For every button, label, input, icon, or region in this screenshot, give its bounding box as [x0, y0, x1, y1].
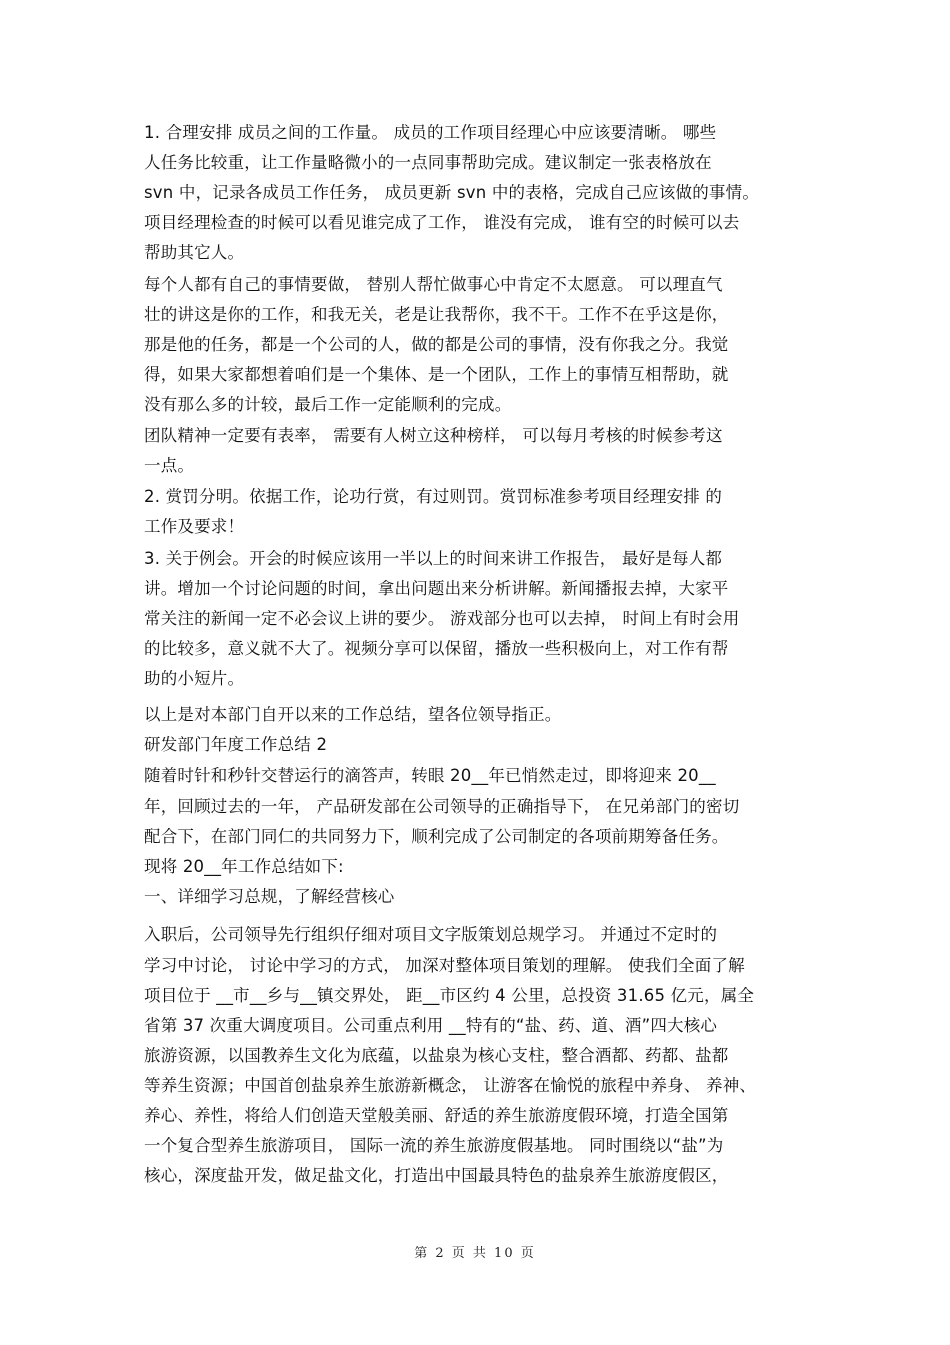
- text-line: 帮助其它人。: [144, 243, 245, 262]
- text-line: 没有那么多的计较，最后工作一定能顺利的完成。: [144, 395, 512, 414]
- text-line: 工作及要求！: [144, 517, 245, 536]
- page-footer: 第 2 页 共 10 页: [414, 1246, 536, 1261]
- text-line: 项目位于 __市__乡与__镇交界处， 距__市区约 4 公里，总投资 31.65 亿元，属全: [144, 986, 755, 1005]
- text-line: svn 中，记录各成员工作任务， 成员更新 svn 中的表格，完成自己应该做的事情。: [144, 183, 760, 202]
- text-line: 团队精神一定要有表率， 需要有人树立这种榜样， 可以每月考核的时候参考这: [144, 426, 723, 445]
- text-line: 入职后，公司领导先行组织仔细对项目文字版策划总规学习。 并通过不定时的: [144, 925, 718, 944]
- text-line: 项目经理检查的时候可以看见谁完成了工作， 谁没有完成， 谁有空的时候可以去: [144, 213, 740, 232]
- text-line: 壮的讲这是你的工作，和我无关，老是让我帮你，我不干。工作不在乎这是你，: [144, 305, 729, 324]
- text-line: 以上是对本部门自开以来的工作总结，望各位领导指正。: [144, 705, 562, 724]
- text-line: 助的小短片。: [144, 669, 245, 688]
- text-line: 得，如果大家都想着咱们是一个集体、是一个团队，工作上的事情互相帮助，就: [144, 365, 729, 384]
- text-line: 省第 37 次重大调度项目。公司重点利用 __特有的“盐、药、道、酒”四大核心: [144, 1016, 718, 1035]
- text-line: 常关注的新闻一定不必会议上讲的要少。 游戏部分也可以去掉， 时间上有时会用: [144, 609, 740, 628]
- text-line: 养心、养性，将给人们创造天堂般美丽、舒适的养生旅游度假环境，打造全国第: [144, 1106, 729, 1125]
- text-line: 等养生资源；中国首创盐泉养生旅游新概念， 让游客在愉悦的旅程中养身、 养神、: [144, 1076, 757, 1095]
- text-line: 那是他的任务，都是一个公司的人，做的都是公司的事情，没有你我之分。我觉: [144, 335, 729, 354]
- text-line: 随着时针和秒针交替运行的滴答声，转眼 20__年已悄然走过，即将迎来 20__: [144, 766, 716, 785]
- text-line: 讲。增加一个讨论问题的时间，拿出问题出来分析讲解。新闻播报去掉，大家平: [144, 579, 729, 598]
- text-line: 一、详细学习总规，了解经营核心: [144, 887, 395, 906]
- text-line: 现将 20__年工作总结如下:: [144, 857, 344, 876]
- text-line: 一个复合型养生旅游项目， 国际一流的养生旅游度假基地。 同时围绕以“盐”为: [144, 1136, 724, 1155]
- text-line: 1. 合理安排 成员之间的工作量。 成员的工作项目经理心中应该要清晰。 哪些: [144, 123, 717, 142]
- text-line: 人任务比较重，让工作量略微小的一点同事帮助完成。建议制定一张表格放在: [144, 153, 712, 172]
- text-line: 的比较多，意义就不大了。视频分享可以保留，播放一些积极向上，对工作有帮: [144, 639, 729, 658]
- text-line: 每个人都有自己的事情要做， 替别人帮忙做事心中肯定不太愿意。 可以理直气: [144, 275, 723, 294]
- text-line: 配合下，在部门同仁的共同努力下，顺利完成了公司制定的各项前期筹备任务。: [144, 827, 729, 846]
- text-line: 学习中讨论， 讨论中学习的方式， 加深对整体项目策划的理解。 使我们全面了解: [144, 956, 745, 975]
- text-line: 2. 赏罚分明。依据工作，论功行赏，有过则罚。赏罚标准参考项目经理安排 的: [144, 487, 723, 506]
- text-line: 核心，深度盐开发，做足盐文化，打造出中国最具特色的盐泉养生旅游度假区，: [144, 1166, 729, 1185]
- text-line: 一点。: [144, 456, 195, 475]
- text-line: 年，回顾过去的一年， 产品研发部在公司领导的正确指导下， 在兄弟部门的密切: [144, 797, 740, 816]
- text-line: 旅游资源，以国教养生文化为底蕴，以盐泉为核心支柱，整合酒都、药都、盐都: [144, 1046, 729, 1065]
- text-line: 3. 关于例会。开会的时候应该用一半以上的时间来讲工作报告， 最好是每人都: [144, 549, 723, 568]
- text-line: 研发部门年度工作总结 2: [144, 735, 328, 754]
